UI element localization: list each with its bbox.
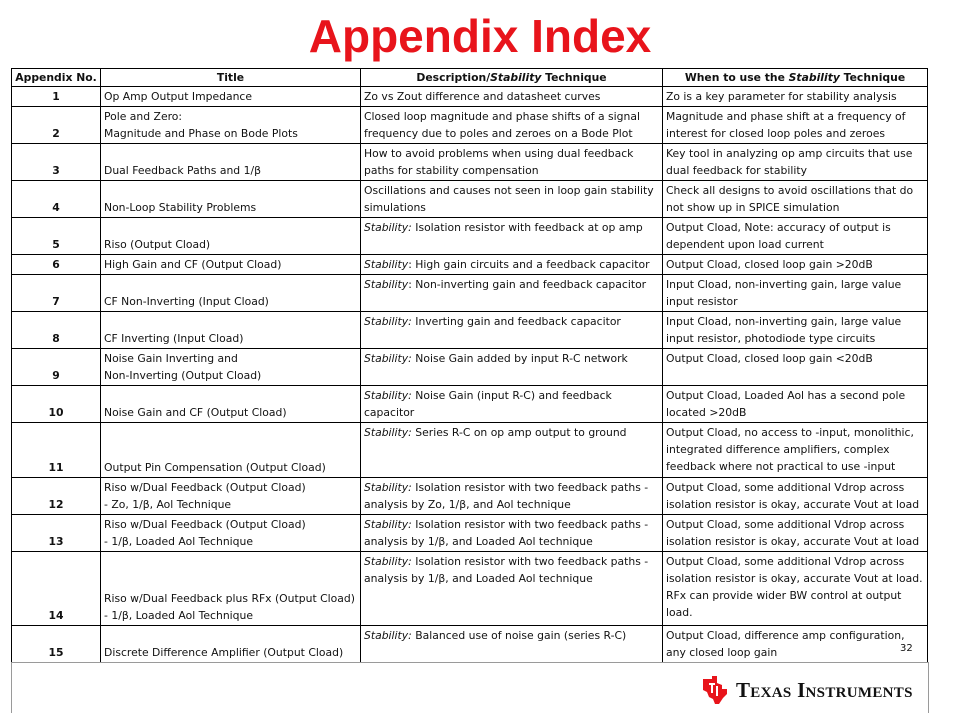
description-text: Isolation resistor with feedback at op amp (411, 221, 643, 234)
cell-when-to-use: Output Cload, no access to -input, monolithic, integrated difference amplifiers, complex feedback where not practical to use -input (663, 423, 928, 478)
cell-when-to-use: Output Cload, Loaded Aol has a second pole located >20dB (663, 386, 928, 423)
stability-label: Stability: (364, 315, 412, 328)
cell-appendix-no: 12 (12, 478, 101, 515)
stability-label: Stability: (364, 629, 412, 642)
table-row (12, 478, 928, 515)
description-text: : High gain circuits and a feedback capacitor (408, 258, 650, 271)
cell-description (361, 144, 663, 181)
cell-description (361, 255, 663, 275)
header-desc-suffix: Technique (541, 71, 607, 84)
cell-when-to-use: Output Cload, closed loop gain >20dB (663, 255, 928, 275)
description-text: Isolation resistor with two feedback paths - analysis by Zo, 1/β, and Aol technique (364, 481, 649, 511)
stability-label: Stability: (364, 352, 412, 365)
cell-description (361, 552, 663, 626)
header-desc-italic: Stability (490, 71, 542, 84)
cell-when-to-use: Output Cload, some additional Vdrop across isolation resistor is okay, accurate Vout at load (663, 478, 928, 515)
appendix-table (11, 68, 928, 663)
header-appendix-no: Appendix No. (12, 69, 101, 87)
description-text: Noise Gain added by input R-C network (411, 352, 628, 365)
cell-when-to-use: Output Cload, closed loop gain <20dB (663, 349, 928, 386)
cell-description (361, 181, 663, 218)
cell-title: Noise Gain and CF (Output Cload) (101, 386, 361, 423)
cell-appendix-no: 15 (12, 626, 101, 663)
cell-when-to-use: Check all designs to avoid oscillations that do not show up in SPICE simulation (663, 181, 928, 218)
cell-description (361, 312, 663, 349)
cell-appendix-no: 2 (12, 107, 101, 144)
cell-appendix-no: 1 (12, 87, 101, 107)
cell-appendix-no: 14 (12, 552, 101, 626)
description-text: Isolation resistor with two feedback paths - analysis by 1/β, and Loaded Aol technique (364, 555, 649, 585)
cell-title: Riso w/Dual Feedback (Output Cload) - Zo, 1/β, Aol Technique (101, 478, 361, 515)
table-row (12, 275, 928, 312)
cell-title: CF Non-Inverting (Input Cload) (101, 275, 361, 312)
ti-state-icon (700, 674, 732, 706)
table-row (12, 144, 928, 181)
description-text: Inverting gain and feedback capacitor (411, 315, 621, 328)
cell-title: Pole and Zero: Magnitude and Phase on Bode Plots (101, 107, 361, 144)
table-row (12, 312, 928, 349)
cell-appendix-no: 8 (12, 312, 101, 349)
header-when-prefix: When to use the (684, 71, 789, 84)
stability-label: Stability: (364, 555, 412, 568)
cell-description (361, 87, 663, 107)
description-text: Series R-C on op amp output to ground (411, 426, 627, 439)
table-row (12, 423, 928, 478)
header-when-italic: Stability (788, 71, 840, 84)
header-desc-prefix: Description/ (416, 71, 491, 84)
ti-logo (700, 673, 913, 707)
cell-title: Riso w/Dual Feedback (Output Cload) - 1/β, Loaded Aol Technique (101, 515, 361, 552)
cell-title: Noise Gain Inverting and Non-Inverting (Output Cload) (101, 349, 361, 386)
cell-appendix-no: 3 (12, 144, 101, 181)
description-text: Balanced use of noise gain (series R-C) (411, 629, 627, 642)
cell-title: Riso (Output Cload) (101, 218, 361, 255)
cell-description (361, 515, 663, 552)
cell-description (361, 626, 663, 663)
page-number: 32 (900, 643, 913, 654)
cell-description (361, 349, 663, 386)
cell-when-to-use: Input Cload, non-inverting gain, large value input resistor, photodiode type circuits (663, 312, 928, 349)
cell-description (361, 107, 663, 144)
table-row (12, 218, 928, 255)
table-row (12, 349, 928, 386)
table-row (12, 386, 928, 423)
table-body (12, 87, 928, 663)
stability-label: Stability: (364, 389, 412, 402)
cell-when-to-use: Output Cload, difference amp configuration, any closed loop gain (663, 626, 928, 663)
stability-label: Stability (364, 258, 409, 271)
cell-when-to-use: Magnitude and phase shift at a frequency of interest for closed loop poles and zeroes (663, 107, 928, 144)
table-row (12, 181, 928, 218)
table-row (12, 552, 928, 626)
cell-appendix-no: 11 (12, 423, 101, 478)
cell-appendix-no: 13 (12, 515, 101, 552)
cell-title: Dual Feedback Paths and 1/β (101, 144, 361, 181)
table-row (12, 87, 928, 107)
description-text: Zo vs Zout difference and datasheet curves (364, 90, 601, 103)
table-row (12, 515, 928, 552)
description-text: Closed loop magnitude and phase shifts of a signal frequency due to poles and zeroes on a Bode Plot (364, 110, 640, 140)
stability-label: Stability: (364, 426, 412, 439)
header-description (361, 69, 663, 87)
stability-label: Stability: (364, 481, 412, 494)
stability-label: Stability (364, 278, 409, 291)
cell-appendix-no: 6 (12, 255, 101, 275)
cell-description (361, 386, 663, 423)
cell-appendix-no: 4 (12, 181, 101, 218)
cell-title: Op Amp Output Impedance (101, 87, 361, 107)
cell-title: Output Pin Compensation (Output Cload) (101, 423, 361, 478)
cell-when-to-use: Output Cload, some additional Vdrop across isolation resistor is okay, accurate Vout at load (663, 515, 928, 552)
table-header-row (12, 69, 928, 87)
cell-when-to-use: Output Cload, Note: accuracy of output is dependent upon load current (663, 218, 928, 255)
page-title: Appendix Index (308, 10, 652, 62)
ti-brand-text: Texas Instruments (736, 677, 913, 702)
cell-appendix-no: 10 (12, 386, 101, 423)
table-row (12, 626, 928, 663)
description-text: : Non-inverting gain and feedback capacitor (408, 278, 647, 291)
description-text: Oscillations and causes not seen in loop gain stability simulations (364, 184, 654, 214)
stability-label: Stability: (364, 221, 412, 234)
header-when-to-use (663, 69, 928, 87)
cell-appendix-no: 9 (12, 349, 101, 386)
cell-appendix-no: 7 (12, 275, 101, 312)
header-title: Title (101, 69, 361, 87)
description-text: Isolation resistor with two feedback paths - analysis by 1/β, and Loaded Aol technique (364, 518, 649, 548)
cell-description (361, 478, 663, 515)
cell-title: Discrete Difference Amplifier (Output Cload) (101, 626, 361, 663)
cell-description (361, 423, 663, 478)
description-text: How to avoid problems when using dual feedback paths for stability compensation (364, 147, 634, 177)
cell-appendix-no: 5 (12, 218, 101, 255)
cell-description (361, 218, 663, 255)
cell-when-to-use: Key tool in analyzing op amp circuits that use dual feedback for stability (663, 144, 928, 181)
cell-when-to-use: Output Cload, some additional Vdrop across isolation resistor is okay, accurate Vout at load. RFx can provide wider BW control at output load. (663, 552, 928, 626)
cell-title: CF Inverting (Input Cload) (101, 312, 361, 349)
cell-title: Riso w/Dual Feedback plus RFx (Output Cload) - 1/β, Loaded Aol Technique (101, 552, 361, 626)
cell-when-to-use: Input Cload, non-inverting gain, large value input resistor (663, 275, 928, 312)
stability-label: Stability: (364, 518, 412, 531)
description-text: Noise Gain (input R-C) and feedback capacitor (364, 389, 612, 419)
table-row (12, 255, 928, 275)
cell-title: Non-Loop Stability Problems (101, 181, 361, 218)
cell-description (361, 275, 663, 312)
cell-title: High Gain and CF (Output Cload) (101, 255, 361, 275)
header-when-suffix: Technique (839, 71, 906, 84)
table-row (12, 107, 928, 144)
cell-when-to-use: Zo is a key parameter for stability analysis (663, 87, 928, 107)
